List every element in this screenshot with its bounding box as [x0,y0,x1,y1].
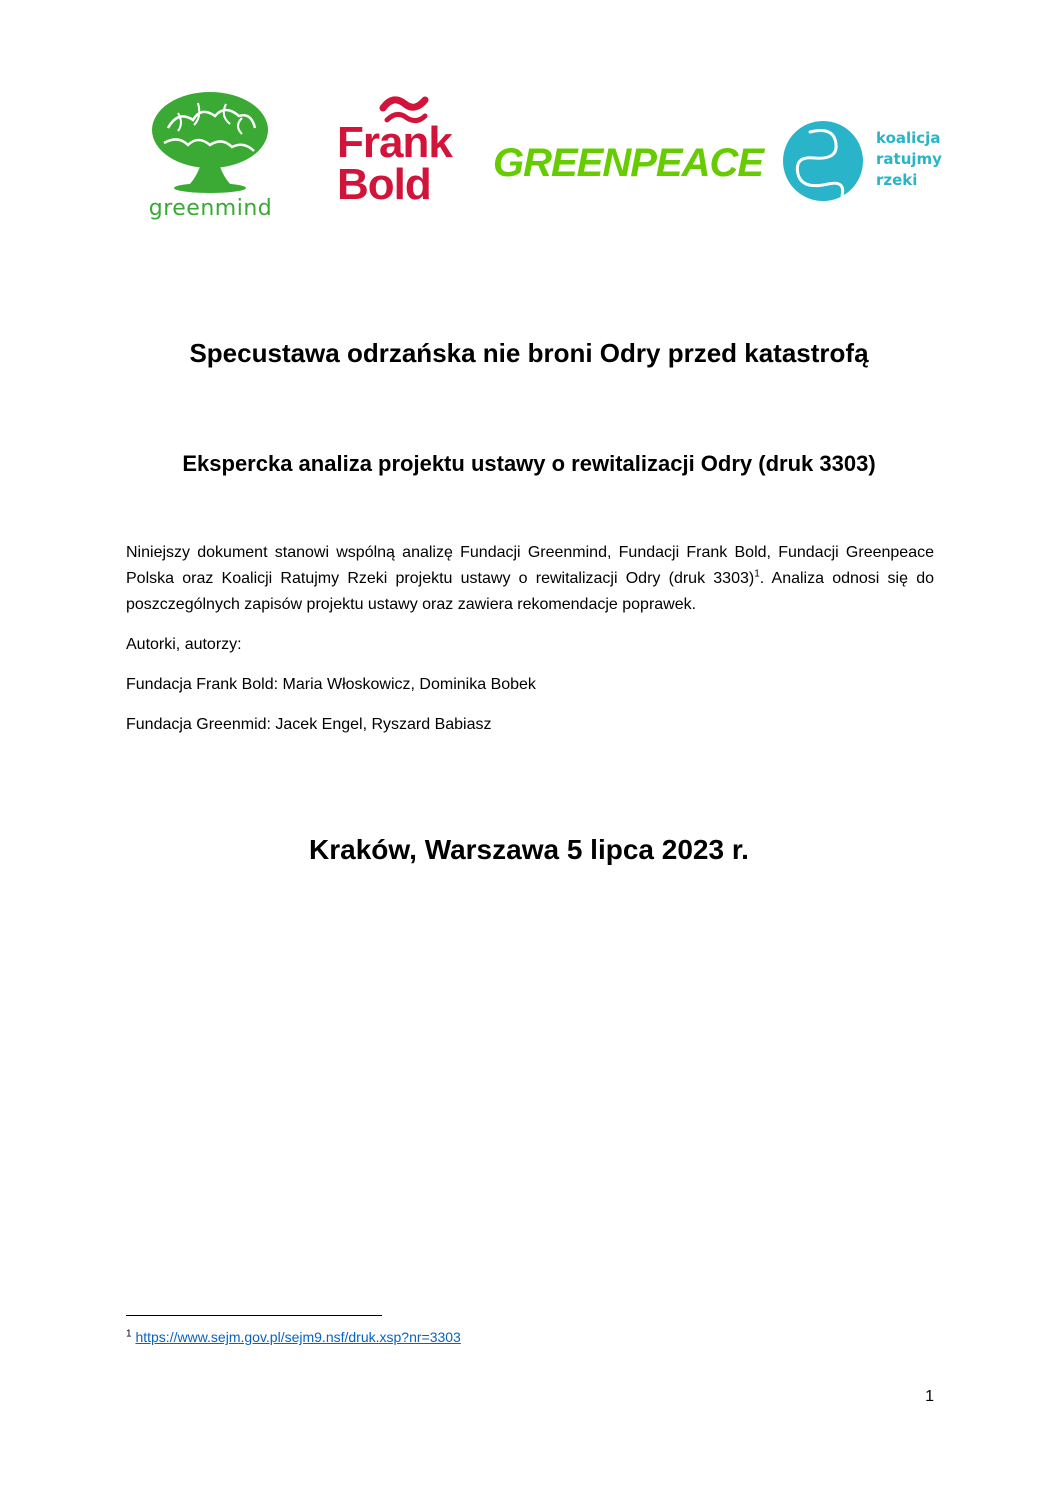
footnote-separator [126,1315,382,1316]
greenpeace-logo [493,138,764,188]
page-number: 1 [925,1388,934,1405]
koalicja-ratujmy-rzeki-logo [780,118,960,204]
koalicja-line2: ratujmy [876,150,942,168]
authors-label: Autorki, autorzy: [126,636,242,653]
footnote-number: 1 [126,1328,132,1340]
footnote-link[interactable]: https://www.sejm.gov.pl/sejm9.nsf/druk.xsp?nr=3303 [135,1329,461,1345]
frank-bold-wordmark [337,118,467,209]
frank-bold-line1: Frank [337,118,452,167]
document-subtitle: Ekspercka analiza projektu ustawy o rewitalizacji Odry (druk 3303) [182,451,876,476]
intro-text: Niniejszy dokument stanowi wspólną analizę Fundacji Greenmind, Fundacji Frank Bold, Fundacji Greenpeace Polska oraz Koalicji Ratujmy Rzeki projektu ustawy o rewitalizacji Odry (druk 3303) [126,544,934,587]
koalicja-line3: rzeki [876,171,918,189]
footnote-reference[interactable]: 1 [754,568,760,580]
authors-frank-bold: Fundacja Frank Bold: Maria Włoskowicz, Dominika Bobek [126,676,536,693]
tree-brain-icon [138,88,283,198]
koalicja-wordmark [876,128,966,191]
place-and-date: Kraków, Warszawa 5 lipca 2023 r. [309,834,749,865]
greenmind-wordmark: greenmind [148,196,273,221]
frank-bold-logo [337,96,467,210]
document-title: Specustawa odrzańska nie broni Odry przed katastrofą [189,338,869,368]
footnote [126,1327,461,1347]
frank-bold-line2: Bold [337,160,431,209]
greenmind-logo [138,88,283,228]
intro-text-continued: . Analiza odnosi się do poszczególnych zapisów projektu ustawy oraz zawiera rekomendacje poprawek. [126,570,935,613]
river-circle-icon [780,118,866,204]
greenpeace-wordmark: GREENPEACE [493,141,764,185]
intro-paragraph [126,540,934,618]
koalicja-line1: koalicja [876,129,941,147]
authors-greenmind: Fundacja Greenmid: Jacek Engel, Ryszard Babiasz [126,716,492,733]
